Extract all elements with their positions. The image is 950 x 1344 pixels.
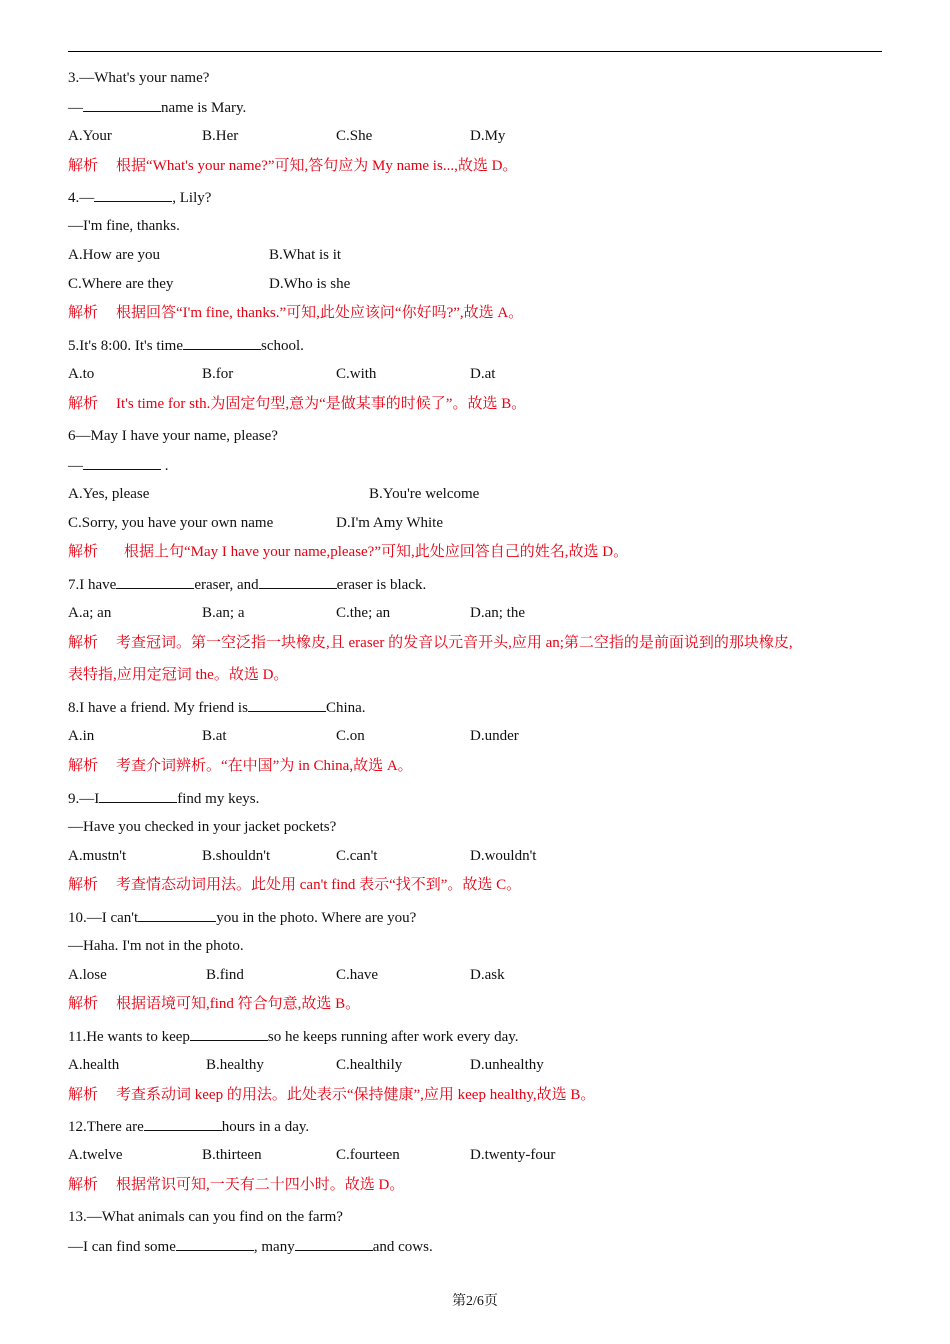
answer-blank[interactable] — [295, 1236, 373, 1251]
option-a: A.mustn't — [68, 848, 127, 864]
option-b: B.healthy — [206, 1057, 264, 1073]
option-a: A.Your — [68, 128, 112, 144]
option-d: D.twenty-four — [470, 1147, 556, 1163]
question-stem: 12.There are hours in a day. — [68, 1116, 309, 1137]
option-b: B.find — [206, 967, 244, 983]
answer-explanation: 解析 考查情态动词用法。此处用 can't find 表示“找不到”。故选 C。 — [68, 877, 522, 893]
option-d: D.an; the — [470, 605, 525, 621]
answer-explanation: 解析 考查冠词。第一空泛指一块橡皮,且 eraser 的发音以元音开头,应用 an;第二空指的是前面说到的那块橡皮, — [68, 635, 793, 651]
question-stem: —Have you checked in your jacket pockets? — [68, 819, 337, 835]
question-stem: 4.— , Lily? — [68, 187, 211, 208]
answer-explanation: 解析 考查系动词 keep 的用法。此处表示“保持健康”,应用 keep healthy,故选 B。 — [68, 1087, 596, 1103]
header-rule — [68, 51, 882, 52]
answer-blank[interactable] — [259, 574, 337, 589]
answer-explanation-cont: 表特指,应用定冠词 the。故选 D。 — [68, 667, 289, 683]
answer-explanation: 解析 It's time for sth.为固定句型,意为“是做某事的时候了”。故选 B。 — [68, 396, 527, 412]
option-a: A.twelve — [68, 1147, 123, 1163]
answer-explanation: 解析 考查介词辨析。“在中国”为 in China,故选 A。 — [68, 758, 413, 774]
question-stem: 10.—I can't you in the photo. Where are you? — [68, 907, 416, 928]
question-stem: —I can find some , many and cows. — [68, 1236, 433, 1257]
option-b: B.You're welcome — [369, 486, 480, 502]
option-b: B.for — [202, 366, 234, 382]
option-d: D.ask — [470, 967, 505, 983]
answer-blank[interactable] — [183, 335, 261, 350]
answer-explanation: 解析 根据“What's your name?”可知,答句应为 My name is...,故选 D。 — [68, 158, 518, 174]
answer-explanation: 解析 根据常识可知,一天有二十四小时。故选 D。 — [68, 1177, 405, 1193]
answer-blank[interactable] — [248, 697, 326, 712]
option-b: B.an; a — [202, 605, 245, 621]
question-stem: 13.—What animals can you find on the farm? — [68, 1209, 343, 1225]
question-stem: 7.I have eraser, and eraser is black. — [68, 574, 426, 595]
question-stem: 3.—What's your name? — [68, 70, 210, 86]
question-stem: —I'm fine, thanks. — [68, 218, 180, 234]
option-d: D.at — [470, 366, 496, 382]
option-b: B.shouldn't — [202, 848, 271, 864]
question-stem: —Haha. I'm not in the photo. — [68, 938, 244, 954]
answer-blank[interactable] — [116, 574, 194, 589]
answer-blank[interactable] — [94, 187, 172, 202]
option-a: A.Yes, please — [68, 486, 150, 502]
answer-blank[interactable] — [144, 1116, 222, 1131]
option-d: D.unhealthy — [470, 1057, 544, 1073]
question-stem: 11.He wants to keep so he keeps running after work every day. — [68, 1026, 519, 1047]
answer-explanation: 解析 根据语境可知,find 符合句意,故选 B。 — [68, 996, 361, 1012]
option-c: C.with — [336, 366, 377, 382]
option-c: C.the; an — [336, 605, 391, 621]
option-c: C.fourteen — [336, 1147, 400, 1163]
question-stem: — . — [68, 455, 169, 476]
answer-blank[interactable] — [83, 97, 161, 112]
option-c: C.Sorry, you have your own name — [68, 515, 274, 531]
answer-blank[interactable] — [99, 788, 177, 803]
page-number: 第2/6页 — [452, 1294, 498, 1309]
question-stem: 5.It's 8:00. It's time school. — [68, 335, 304, 356]
option-d: D.Who is she — [269, 276, 351, 292]
question-stem: — name is Mary. — [68, 97, 246, 118]
question-stem: 8.I have a friend. My friend is China. — [68, 697, 366, 718]
question-stem: 6—May I have your name, please? — [68, 428, 278, 444]
option-c: C.Where are they — [68, 276, 174, 292]
option-c: C.on — [336, 728, 365, 744]
option-a: A.How are you — [68, 247, 161, 263]
option-a: A.to — [68, 366, 95, 382]
answer-blank[interactable] — [83, 455, 161, 470]
answer-explanation: 解析 根据回答“I'm fine, thanks.”可知,此处应该问“你好吗?”,故选 A。 — [68, 305, 524, 321]
answer-blank[interactable] — [138, 907, 216, 922]
option-a: A.health — [68, 1057, 120, 1073]
question-stem: 9.—I find my keys. — [68, 788, 259, 809]
option-b: B.What is it — [269, 247, 342, 263]
option-d: D.wouldn't — [470, 848, 537, 864]
option-a: A.a; an — [68, 605, 112, 621]
answer-explanation: 解析 根据上句“May I have your name,please?”可知,此处应回答自己的姓名,故选 D。 — [68, 544, 629, 560]
option-b: B.at — [202, 728, 227, 744]
option-d: D.I'm Amy White — [336, 515, 443, 531]
option-c: C.can't — [336, 848, 378, 864]
option-a: A.lose — [68, 967, 107, 983]
answer-blank[interactable] — [176, 1236, 254, 1251]
option-d: D.My — [470, 128, 506, 144]
option-b: B.thirteen — [202, 1147, 262, 1163]
option-c: C.healthily — [336, 1057, 403, 1073]
option-d: D.under — [470, 728, 519, 744]
option-c: C.have — [336, 967, 379, 983]
option-b: B.Her — [202, 128, 239, 144]
option-a: A.in — [68, 728, 95, 744]
option-c: C.She — [336, 128, 373, 144]
answer-blank[interactable] — [190, 1026, 268, 1041]
